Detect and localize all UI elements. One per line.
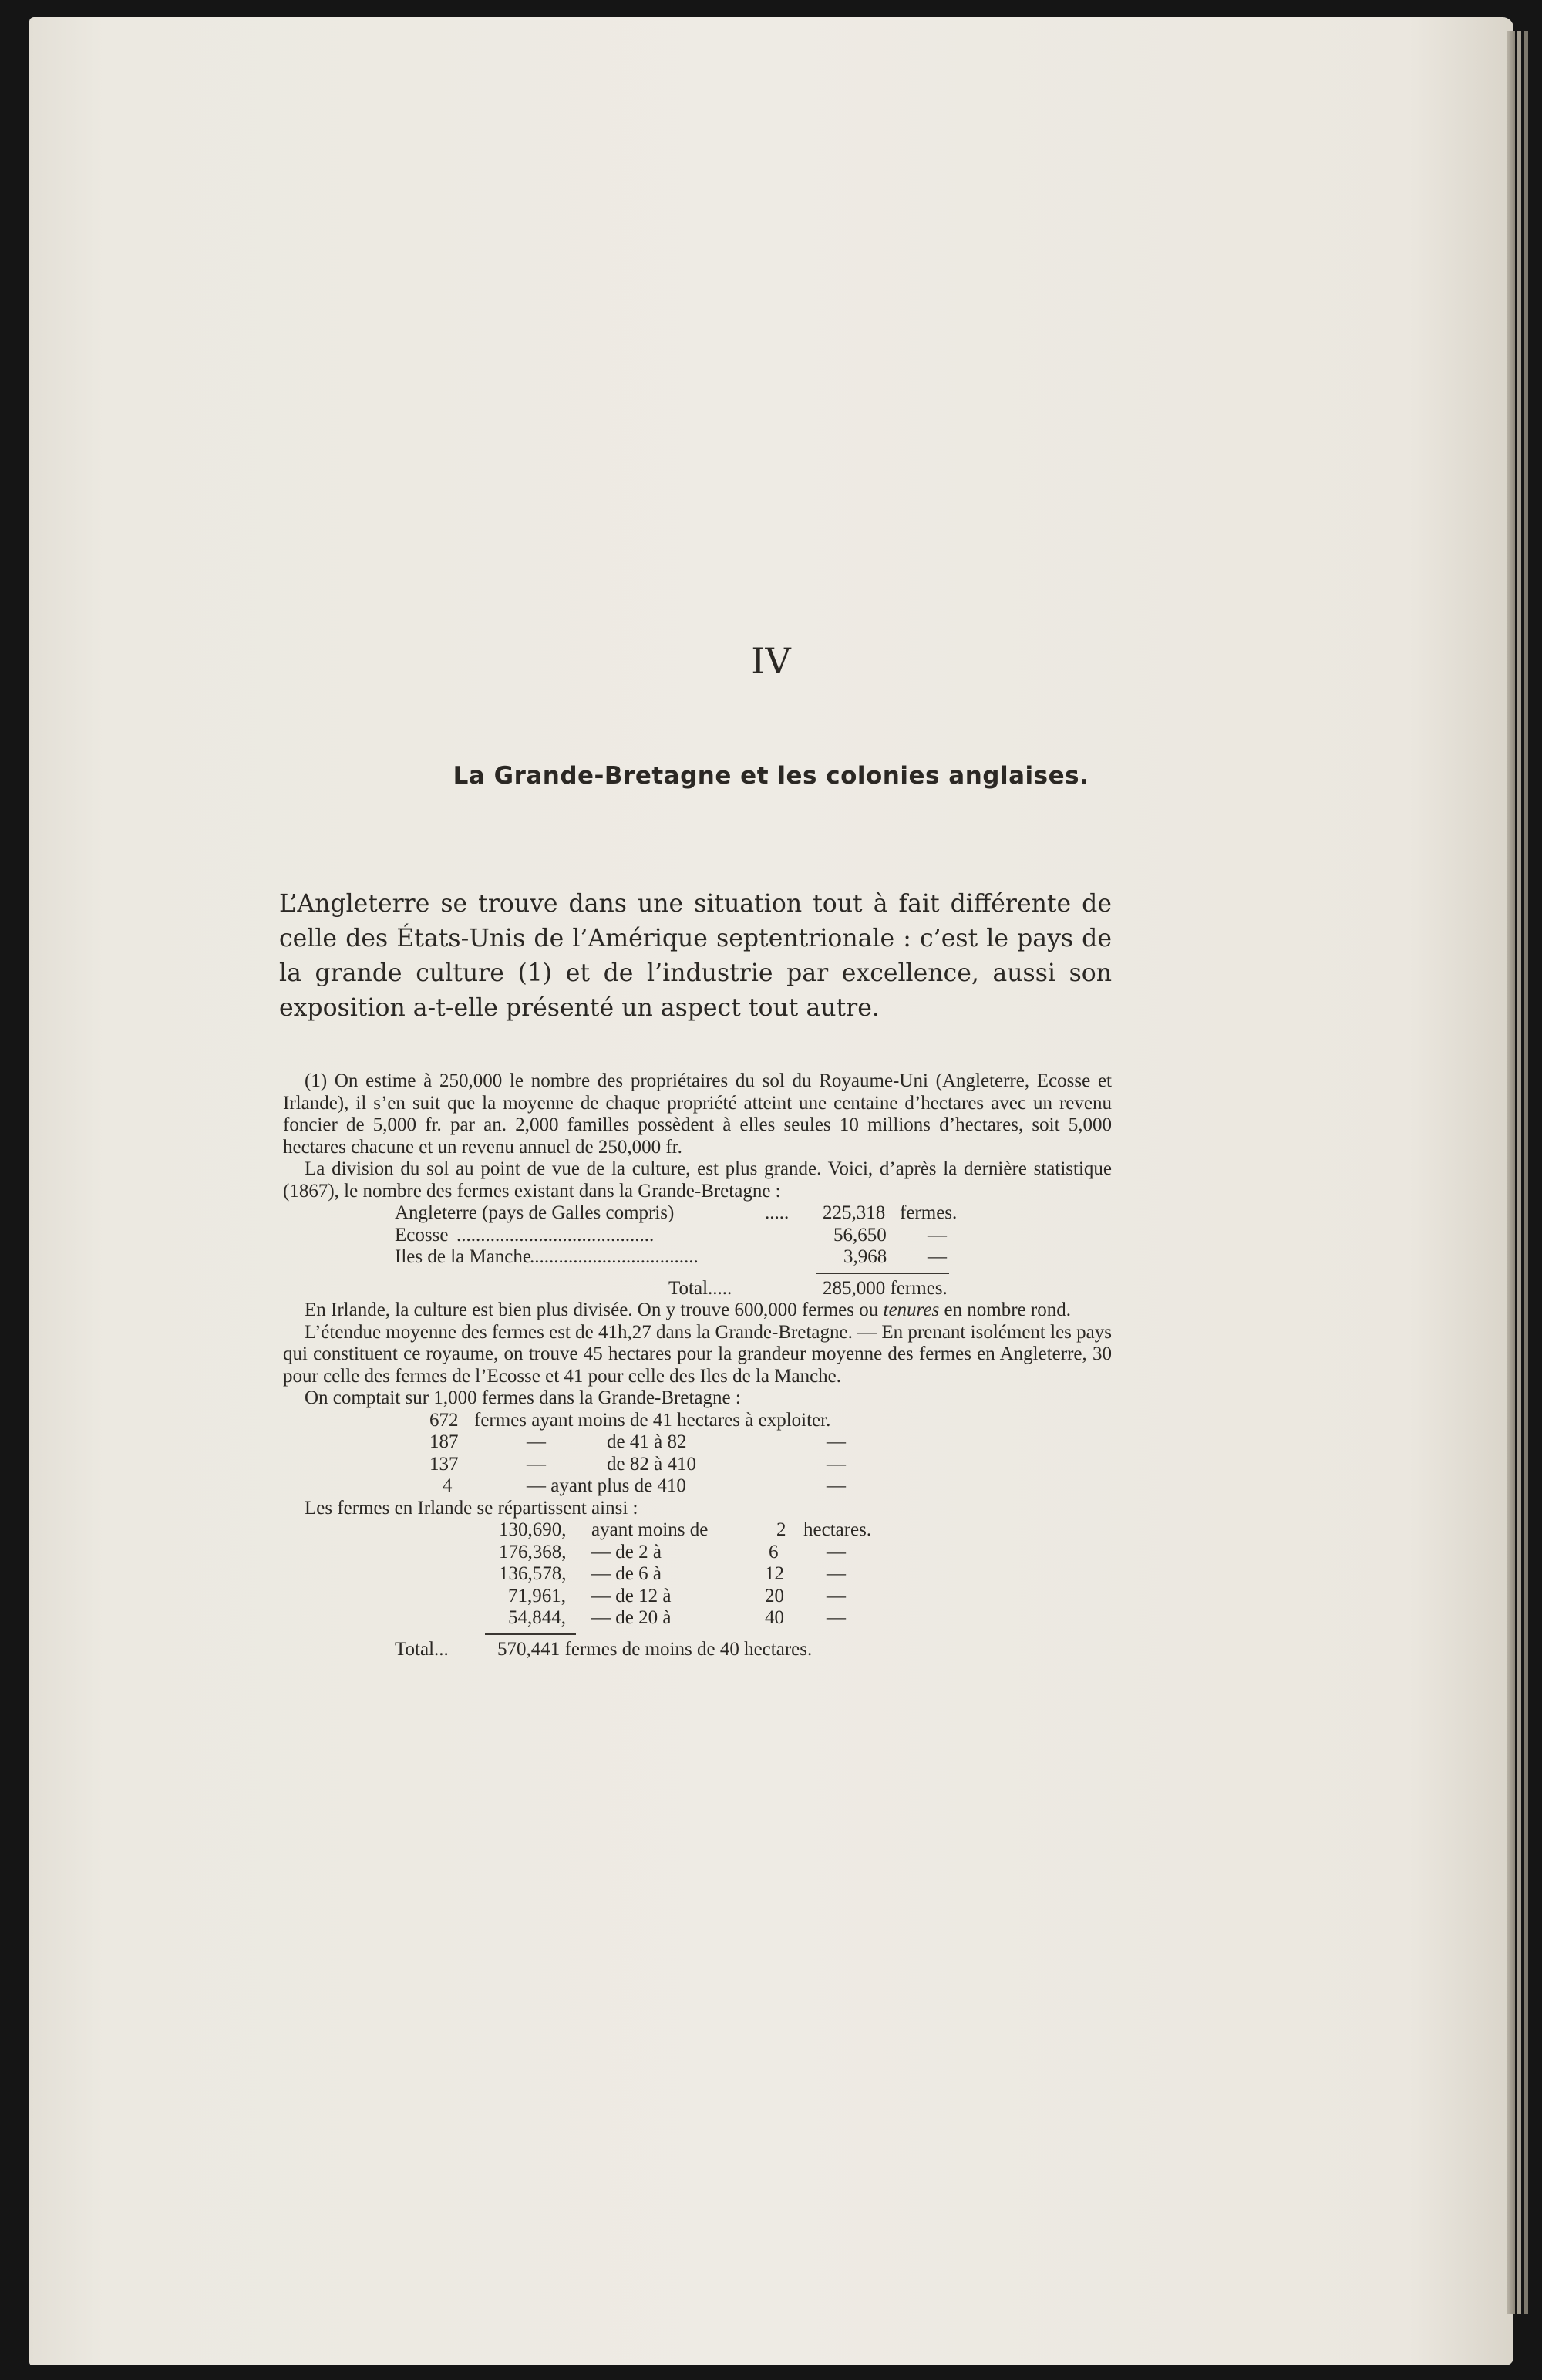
farm-count: 136,578, — [499, 1563, 567, 1584]
table-row — [283, 1225, 1112, 1247]
table-row — [283, 1410, 1112, 1432]
ditto-dash: — — [527, 1431, 546, 1452]
ditto-tail: — — [827, 1431, 846, 1452]
farm-count: 3,968 — [843, 1246, 887, 1267]
farm-unit: fermes. — [900, 1202, 958, 1223]
leader-dots: ................................... — [530, 1246, 699, 1267]
table-row — [283, 1431, 1112, 1454]
ditto-tail: — — [827, 1475, 846, 1496]
total-row — [283, 1278, 1112, 1300]
table-row — [283, 1475, 1112, 1498]
farm-count: 225,318 — [823, 1202, 886, 1223]
sum-rule — [816, 1273, 949, 1274]
table-row — [283, 1519, 1112, 1542]
farm-count: 137 — [429, 1453, 459, 1475]
range-unit: — — [827, 1607, 846, 1628]
para3-before: En Irlande, la culture est bien plus divisée. On y trouve 600,000 fermes ou — [305, 1300, 884, 1320]
farm-unit: — — [928, 1224, 947, 1246]
ireland-distribution-table — [283, 1519, 1112, 1660]
farm-count: 187 — [429, 1431, 459, 1452]
row-text: — de 2 à — [591, 1541, 662, 1563]
intro-paragraph — [279, 887, 1112, 1026]
footnote-para-6: Les fermes en Irlande se répartissent ainsi : — [305, 1497, 638, 1519]
ditto-tail: — — [827, 1453, 846, 1475]
row-text: fermes ayant moins de 41 hectares à exploiter. — [474, 1409, 831, 1431]
page-edge — [1507, 31, 1515, 2314]
row-text: — de 20 à — [591, 1607, 672, 1628]
row-text: ayant moins de — [591, 1519, 709, 1540]
sum-rule — [485, 1633, 576, 1635]
row-text: — ayant plus de 410 — [527, 1475, 686, 1496]
farm-count: 672 — [429, 1409, 459, 1431]
farm-count: 176,368, — [499, 1541, 567, 1563]
farm-count: 71,961, — [508, 1585, 566, 1606]
leader-dots: ..... — [765, 1202, 790, 1223]
footnote-para-5: On comptait sur 1,000 fermes dans la Grande-Bretagne : — [305, 1387, 741, 1408]
total-label: Total..... — [668, 1277, 732, 1299]
row-text: — de 12 à — [591, 1585, 672, 1606]
para3-emphasis: tenures — [883, 1300, 940, 1320]
farm-count: 54,844, — [508, 1607, 566, 1628]
region-name: Ecosse — [395, 1224, 449, 1246]
range-end: 2 — [776, 1519, 786, 1540]
table-row — [283, 1202, 1112, 1225]
range-unit: — — [827, 1541, 846, 1563]
footnote-para-4: L’étendue moyenne des fermes est de 41h,27 dans la Grande-Bretagne. — En prenant isolément les pays qui constituent ce royaume, on trouve 45 hectares pour la grandeur moyenne des fermes en Angleterre, 30 pour celle des fermes de l’Ecosse et 41 pour celle des Iles de la Manche. — [283, 1321, 1112, 1387]
page-edge — [1517, 31, 1521, 2314]
row-text: de 82 à 410 — [607, 1453, 696, 1475]
footnote-para-3 — [283, 1300, 1112, 1322]
leader-dots: ......................................... — [456, 1224, 655, 1246]
range-end: 40 — [765, 1607, 784, 1628]
para3-after: en nombre rond. — [939, 1300, 1071, 1320]
page-edge — [1524, 31, 1528, 2314]
row-text: de 41 à 82 — [607, 1431, 687, 1452]
total-value: 570,441 fermes de moins de 40 hectares. — [497, 1638, 813, 1660]
range-unit: hectares. — [803, 1519, 872, 1540]
table-row — [283, 1563, 1112, 1586]
total-label: Total... — [395, 1638, 449, 1660]
region-name: Iles de la Manche — [395, 1246, 532, 1267]
ditto-dash: — — [527, 1453, 546, 1475]
range-unit: — — [827, 1585, 846, 1606]
gb-distribution-table — [283, 1410, 1112, 1498]
chapter-numeral: IV — [751, 640, 791, 682]
total-row — [283, 1639, 1112, 1661]
intro-text: L’Angleterre se trouve dans une situation tout à fait différente de celle des États-Unis de l’Amérique septentrionale : c’est le pays de la grande culture (1) et de l’industrie par excellence, aussi son exposition a-t-elle présenté un aspect tout autre. — [279, 890, 1112, 1022]
farms-table — [283, 1202, 1112, 1300]
chapter-title: La Grande-Bretagne et les colonies anglaises. — [453, 762, 1089, 790]
range-end: 20 — [765, 1585, 784, 1606]
table-row — [283, 1246, 1112, 1269]
row-text: — de 6 à — [591, 1563, 662, 1584]
footnote-para-1: (1) On estime à 250,000 le nombre des propriétaires du sol du Royaume-Uni (Angleterre, Ecosse et Irlande), il s’en suit que la moyenne de chaque propriété atteint une centaine d’hectares avec un revenu foncier de 5,000 fr. par an. 2,000 familles possèdent à elles seules 10 millions d’hectares, soit 5,000 hectares chacune et un revenu annuel de 250,000 fr. — [283, 1070, 1112, 1158]
farm-unit: — — [928, 1246, 947, 1267]
table-row — [283, 1454, 1112, 1476]
farm-count: 56,650 — [833, 1224, 887, 1246]
footnote-para-2: La division du sol au point de vue de la culture, est plus grande. Voici, d’après la dernière statistique (1867), le nombre des fermes existant dans la Grande-Bretagne : — [283, 1158, 1112, 1202]
table-row — [283, 1607, 1112, 1630]
table-row — [283, 1586, 1112, 1608]
farm-count: 130,690, — [499, 1519, 567, 1540]
farm-count: 4 — [443, 1475, 453, 1496]
total-value: 285,000 fermes. — [823, 1277, 948, 1299]
table-row — [283, 1542, 1112, 1564]
footnote — [283, 1070, 1112, 1660]
range-end: 12 — [765, 1563, 784, 1584]
range-end: 6 — [769, 1541, 779, 1563]
range-unit: — — [827, 1563, 846, 1584]
region-name: Angleterre (pays de Galles compris) — [395, 1202, 675, 1223]
